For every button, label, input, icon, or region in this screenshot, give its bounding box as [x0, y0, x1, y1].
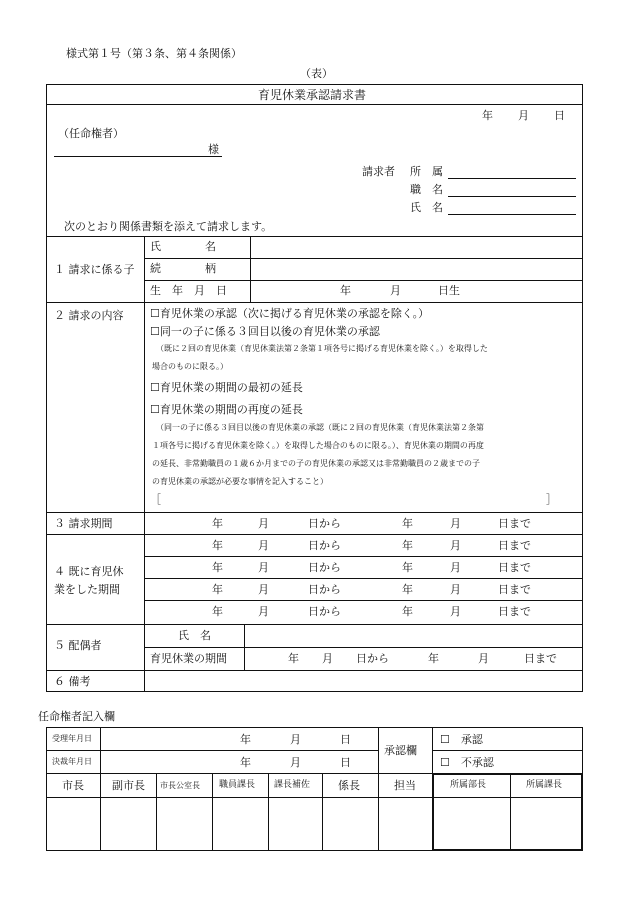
period-month: 月 — [258, 517, 269, 530]
section2-label: ２ 請求の内容 — [54, 309, 124, 322]
request-year-label: 年 — [482, 109, 493, 122]
birth-month: 月 — [390, 284, 401, 297]
option-note-line2: １項各号に掲げる育児休業を除く。）を取得した場合のものに限る。）、育児休業の期間の再度 — [152, 441, 484, 450]
received-year: 年 — [240, 733, 251, 746]
past-period-2-from: 日から — [308, 561, 341, 574]
past-period-4-year: 年 — [212, 605, 223, 618]
section3-label: ３ 請求期間 — [54, 517, 113, 530]
past-period-2-month: 月 — [258, 561, 269, 574]
past-period-4-month: 月 — [258, 605, 269, 618]
section1-label: １ 請求に係る子 — [54, 263, 135, 276]
affiliation-label: 所 属 — [410, 165, 443, 178]
past-period-1-end-year: 年 — [402, 539, 413, 552]
period-year: 年 — [212, 517, 223, 530]
form-title: 育児休業承認請求書 — [258, 88, 367, 102]
period-from: 日から — [308, 517, 341, 530]
option-third-leave-note-cont: 場合のものに限る。） — [152, 362, 228, 371]
past-period-1-end-month: 月 — [450, 539, 461, 552]
past-period-3-end-year: 年 — [402, 583, 413, 596]
past-period-1-to: 日まで — [498, 539, 531, 552]
past-period-4-end-month: 月 — [450, 605, 461, 618]
stamp-mayor: 市長 — [62, 779, 84, 792]
stamp-section-chief: 所属課長 — [526, 780, 563, 790]
stamp-chief-clerk: 係長 — [338, 779, 360, 792]
past-period-4-from: 日から — [308, 605, 341, 618]
spouse-period-end-year: 年 — [428, 652, 439, 665]
past-period-4-to: 日まで — [498, 605, 531, 618]
period-to: 日まで — [498, 517, 531, 530]
option-third-leave-note: （既に２回の育児休業（育児休業法第２条第１項各号に掲げる育児休業を除く。）を取得した — [156, 344, 488, 353]
past-period-3-from: 日から — [308, 583, 341, 596]
position-field[interactable] — [448, 196, 576, 197]
section5-label: ５ 配偶者 — [54, 639, 102, 652]
past-period-3-month: 月 — [258, 583, 269, 596]
past-period-1-month: 月 — [258, 539, 269, 552]
past-period-1-from: 日から — [308, 539, 341, 552]
received-month: 月 — [290, 733, 301, 746]
request-month-label: 月 — [518, 109, 529, 122]
section4-label-line1: ４ 既に育児休 — [54, 565, 124, 578]
bracket-open: ［ — [150, 493, 161, 506]
disapprove-checkbox[interactable]: ☐ 不承認 — [440, 756, 494, 769]
option-note-line1: （同一の子に係る３回目以後の育児休業の承認（既に２回の育児休業（育児休業法第２条第 — [156, 423, 484, 432]
past-period-2-to: 日まで — [498, 561, 531, 574]
requester-label: 請求者 — [362, 165, 395, 178]
child-name-label: 氏 名 — [150, 240, 216, 253]
past-period-2-end-month: 月 — [450, 561, 461, 574]
past-period-3-to: 日まで — [498, 583, 531, 596]
option-note-line4: の育児休業の承認が必要な事情を記入すること） — [152, 477, 328, 486]
name-field[interactable] — [448, 214, 576, 215]
appointer-section-title: 任命権者記入欄 — [38, 710, 115, 723]
birth-day: 日生 — [438, 284, 460, 297]
appointer-name-field[interactable] — [54, 156, 222, 157]
form-number: 様式第１号（第３条、第４条関係） — [66, 47, 242, 60]
spouse-name-label: 氏 名 — [178, 629, 211, 642]
position-label: 職 名 — [410, 183, 443, 196]
past-period-4-end-year: 年 — [402, 605, 413, 618]
past-period-2-year: 年 — [212, 561, 223, 574]
past-period-3-year: 年 — [212, 583, 223, 596]
spouse-period-year: 年 — [288, 652, 299, 665]
spouse-period-from: 日から — [356, 652, 389, 665]
past-period-3-end-month: 月 — [450, 583, 461, 596]
period-end-month: 月 — [450, 517, 461, 530]
appointer-label: （任命権者） — [58, 127, 124, 140]
spouse-period-month: 月 — [322, 652, 333, 665]
past-period-1-year: 年 — [212, 539, 223, 552]
stamp-assistant-chief: 課長補佐 — [274, 780, 311, 790]
name-label: 氏 名 — [410, 201, 443, 214]
spouse-period-label: 育児休業の期間 — [150, 652, 227, 665]
option-note-line3: の延長、非常勤職員の１歳６か月までの子の育児休業の承認又は非常勤職員の２歳までの子 — [152, 459, 480, 468]
decision-year: 年 — [240, 756, 251, 769]
stamp-department-director: 所属部長 — [450, 780, 487, 790]
received-date-label: 受理年月日 — [52, 734, 92, 743]
spouse-period-end-month: 月 — [478, 652, 489, 665]
intro-text: 次のとおり関係書類を添えて請求します。 — [64, 220, 273, 233]
form-side-label: （表） — [300, 67, 333, 80]
period-end-year: 年 — [402, 517, 413, 530]
past-period-2-end-year: 年 — [402, 561, 413, 574]
option-approval[interactable]: ☐育児休業の承認（次に掲げる育児休業の承認を除く。） — [150, 307, 430, 320]
child-relation-label: 続 柄 — [150, 262, 216, 275]
honorific: 様 — [208, 143, 219, 156]
child-birth-label: 生 年 月 日 — [150, 284, 227, 297]
affiliation-field[interactable] — [448, 178, 576, 179]
option-third-leave[interactable]: ☐同一の子に係る３回目以後の育児休業の承認 — [150, 325, 380, 338]
received-day: 日 — [340, 733, 351, 746]
section4-label-line2: 業をした期間 — [54, 583, 120, 596]
stamp-mayor-office-head: 市長公室長 — [160, 781, 200, 790]
stamp-personnel-section-chief: 職員課長 — [219, 780, 256, 790]
stamp-deputy-mayor: 副市長 — [112, 779, 145, 792]
decision-day: 日 — [340, 756, 351, 769]
bracket-close: ］ — [546, 493, 557, 506]
request-day-label: 日 — [554, 109, 565, 122]
stamp-staff-in-charge: 担当 — [394, 779, 416, 792]
section6-label: ６ 備考 — [54, 675, 91, 688]
option-second-extension[interactable]: ☐育児休業の期間の再度の延長 — [150, 403, 303, 416]
approval-column-label: 承認欄 — [384, 744, 417, 757]
birth-year: 年 — [340, 284, 351, 297]
spouse-period-to: 日まで — [524, 652, 557, 665]
option-first-extension[interactable]: ☐育児休業の期間の最初の延長 — [150, 381, 303, 394]
decision-date-label: 決裁年月日 — [52, 757, 92, 766]
approve-checkbox[interactable]: ☐ 承認 — [440, 733, 483, 746]
decision-month: 月 — [290, 756, 301, 769]
